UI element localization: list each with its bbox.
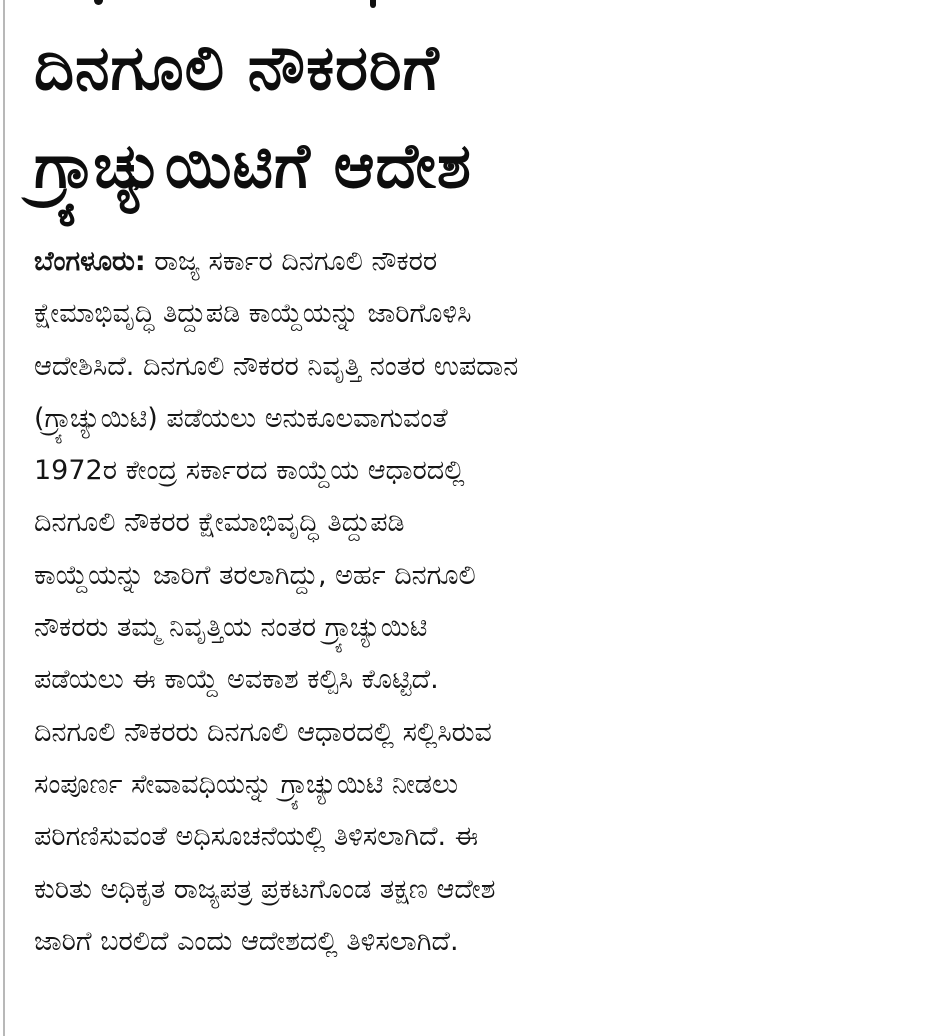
body-line: ಕುರಿತು ಅಧಿಕೃತ ರಾಜ್ಯಪತ್ರ ಪ್ರಕಟಗೊಂಡ ತಕ್ಷಣ ಆದೇಶ (34, 873, 496, 905)
cropped-glyph (94, 0, 103, 5)
body-line: ಪಡೆಯಲು ಈ ಕಾಯ್ದೆ ಅವಕಾಶ ಕಲ್ಪಿಸಿ ಕೊಟ್ಟಿದೆ. (34, 664, 439, 696)
body-line (34, 236, 914, 288)
body-line: ದಿನಗೂಲಿ ನೌಕರರ ಕ್ಷೇಮಾಭಿವೃದ್ಧಿ ತಿದ್ದುಪಡಿ (34, 507, 405, 539)
body-line: 1972ರ ಕೇಂದ್ರ ಸರ್ಕಾರದ ಕಾಯ್ದೆಯ ಆಧಾರದಲ್ಲಿ (34, 455, 465, 487)
body-line: ದಿನಗೂಲಿ ನೌಕರರು ದಿನಗೂಲಿ ಆಧಾರದಲ್ಲಿ ಸಲ್ಲಿಸಿರುವ (34, 716, 492, 748)
body-line: ಜಾರಿಗೆ ಬರಲಿದೆ ಎಂದು ಆದೇಶದಲ್ಲಿ ತಿಳಿಸಲಾಗಿದೆ. (34, 925, 459, 957)
body-line: ಕ್ಷೇಮಾಭಿವೃದ್ಧಿ ತಿದ್ದುಪಡಿ ಕಾಯ್ದೆಯನ್ನು ಜಾರಿಗೊಳಿಸಿ (34, 298, 472, 330)
body-line: ಆದೇಶಿಸಿದೆ. ದಿನಗೂಲಿ ನೌಕರರ ನಿವೃತ್ತಿ ನಂತರ ಉಪದಾನ (34, 350, 519, 382)
column-rule (3, 0, 5, 1036)
body-line: ಸಂಪೂರ್ಣ ಸೇವಾವಧಿಯನ್ನು ಗ್ರ್ಯಾಚ್ಯುಯಿಟಿ ನೀಡಲು (34, 768, 459, 800)
body-line: ಕಾಯ್ದೆಯನ್ನು ಜಾರಿಗೆ ತರಲಾಗಿದ್ದು, ಅರ್ಹ ದಿನಗೂಲಿ (34, 559, 476, 591)
article-body (34, 236, 914, 968)
headline-line-1: ದಿನಗೂಲಿ ನೌಕರರಿಗೆ (34, 31, 440, 104)
body-line: (ಗ್ರ್ಯಾಚ್ಯುಯಿಟಿ) ಪಡೆಯಲು ಅನುಕೂಲವಾಗುವಂತೆ (34, 402, 448, 434)
article-headline (34, 30, 914, 216)
cropped-text-fragment (88, 0, 408, 10)
body-line: ನೌಕರರು ತಮ್ಮ ನಿವೃತ್ತಿಯ ನಂತರ ಗ್ರ್ಯಾಚ್ಯುಯಿಟಿ (34, 612, 428, 644)
cropped-glyph (370, 0, 376, 8)
dateline: ಬೆಂಗಳೂರು: (34, 246, 146, 277)
body-line: ಪರಿಗಣಿಸುವಂತೆ ಅಧಿಸೂಚನೆಯಲ್ಲಿ ತಿಳಿಸಲಾಗಿದೆ. ಈ (34, 821, 479, 853)
headline-line-2: ಗ್ರ್ಯಾಚ್ಯುಯಿಟಿಗೆ ಆದೇಶ (34, 129, 472, 202)
body-line-text: ರಾಜ್ಯ ಸರ್ಕಾರ ದಿನಗೂಲಿ ನೌಕರರ (145, 246, 438, 277)
